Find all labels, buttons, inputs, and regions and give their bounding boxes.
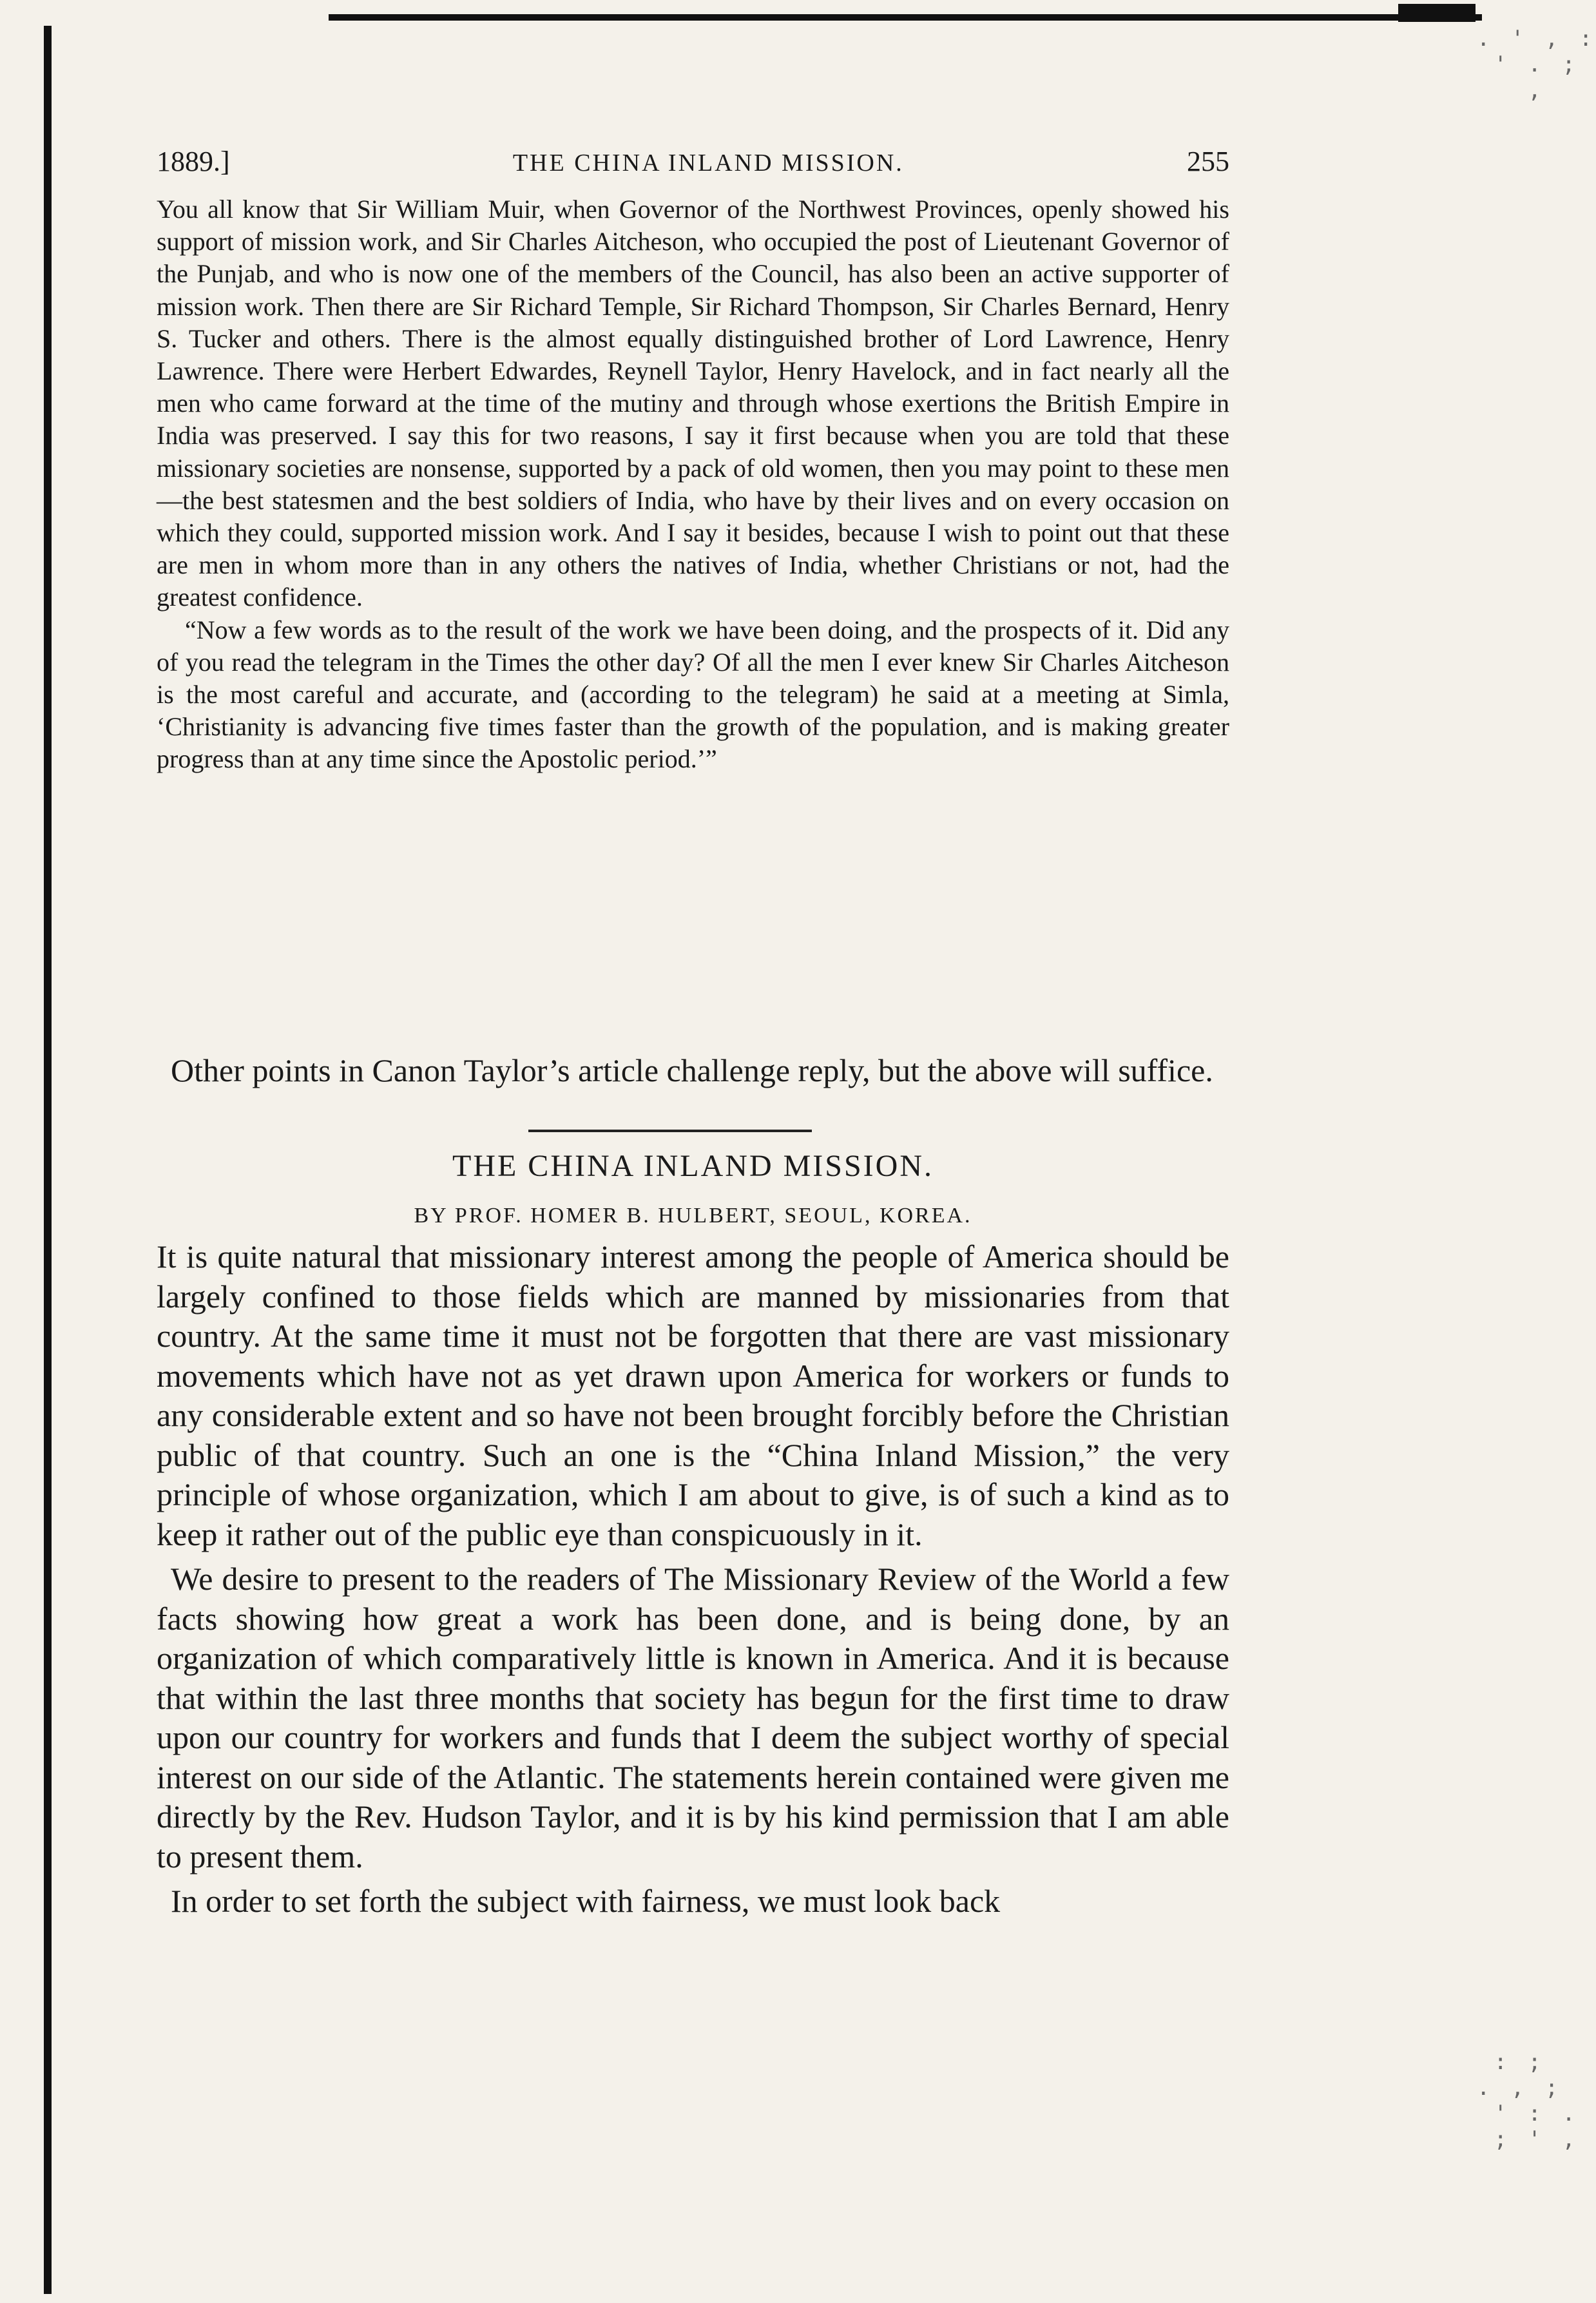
header-year: 1889.]	[157, 146, 230, 177]
previous-article-closing	[157, 1050, 1229, 1090]
article-byline: BY PROF. HOMER B. HULBERT, SEOUL, KOREA.	[414, 1204, 972, 1228]
scan-top-rule	[329, 14, 1482, 21]
scan-specks-top: . ' , : ' . ; ,	[1477, 26, 1596, 103]
scan-specks-bottom: : ; . , ; ' : . ; ' ,	[1477, 2049, 1579, 2152]
scan-binding-edge	[44, 26, 52, 2294]
page-number: 255	[1186, 146, 1229, 177]
running-head	[157, 145, 1229, 190]
body-paragraph: “Now a few words as to the result of the work we have been doing, and the prospects of it. Did any of you read the telegram in the Times the other day? Of all the men I ever knew Sir Charles Aitcheson is the most careful and accurate, and (according to the telegram) he said at a meeting at Simla, ‘Christianity is advancing five times faster than the growth of the population, and is making greater progress than at any time since the Apostolic period.’”	[157, 615, 1229, 774]
body-paragraph: In order to set forth the subject with fairness, we must look back	[171, 1883, 1001, 1919]
scan-top-rule-cap	[1398, 4, 1476, 22]
closing-paragraph: Other points in Canon Taylor’s article challenge reply, but the above will suffice.	[171, 1052, 1213, 1088]
header-title: THE CHINA INLAND MISSION.	[512, 149, 904, 177]
article-body	[157, 1237, 1229, 1927]
section-divider	[528, 1130, 812, 1132]
body-paragraph: It is quite natural that missionary interest among the people of America should be largely confined to those fields which are manned by missionaries from that country. At the same time it must not be forgotten that there are vast missionary movements which have not as yet drawn upon America for workers or funds to any considerable extent and so have not been brought forcibly before the Christian public of that country. Such an one is the “China Inland Mission,” the very principle of whose organization, which I am about to give, is of such a kind as to keep it rather out of the public eye than conspicuously in it.	[157, 1238, 1229, 1552]
body-paragraph: We desire to present to the readers of The Missionary Review of the World a few facts showing how great a work has been done, and is being done, by an organization of which comparatively little is known in America. And it is because that within the last three months that society has begun for the first time to draw upon our country for workers and funds that I deem the subject worthy of special interest on our side of the Atlantic. The statements herein contained were given me directly by the Rev. Hudson Taylor, and it is by his kind permission that I am able to present them.	[157, 1561, 1229, 1874]
article-title: THE CHINA INLAND MISSION.	[452, 1149, 934, 1183]
body-paragraph: You all know that Sir William Muir, when Governor of the Northwest Provinces, openly showed his support of mission work, and Sir Charles Aitcheson, who occupied the post of Lieutenant Governor of the Punjab, and who is now one of the members of the Council, has also been an active supporter of mission work. Then there are Sir Richard Temple, Sir Richard Thompson, Sir Charles Bernard, Henry S. Tucker and others. There is the almost equally distinguished brother of Lord Lawrence, Henry Lawrence. There were Herbert Edwardes, Reynell Taylor, Henry Havelock, and in fact nearly all the men who came forward at the time of the mutiny and through whose exertions the British Empire in India was preserved. I say this for two reasons, I say it first because when you are told that these missionary societies are nonsense, supported by a pack of old women, then you may point to these men—the best statesmen and the best soldiers of India, who have by their lives and on every occasion on which they could, supported mission work. And I say it besides, because I wish to point out that these are men in whom more than in any others the natives of India, whether Christians or not, had the greatest confidence.	[157, 195, 1229, 612]
previous-article-body	[157, 193, 1229, 776]
